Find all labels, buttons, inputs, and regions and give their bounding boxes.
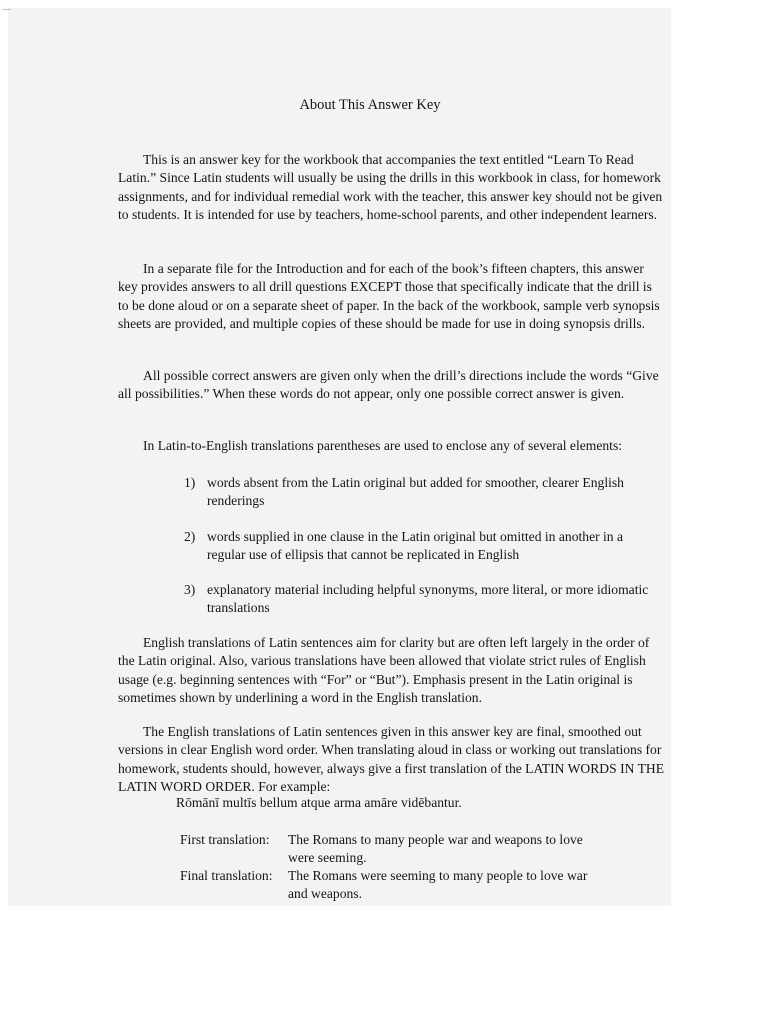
paragraph-text: English translations of Latin sentences aim for clarity but are often left largely in the order of the Latin original. Also, various translations have been allowed that violate strict rules of English usage (e.g. beginning sentences with “For” or “But”). Emphasis present in the Latin original is sometimes shown by underlining a word in the English translation. [118,635,650,705]
paragraph-text: All possible correct answers are given only when the drill’s directions include the words “Give all possibilities.” When these words do not appear, only one possible correct answer is given. [118,368,659,402]
paragraph-clarity [118,634,668,707]
paragraph-word-order [118,723,668,796]
paragraph-intro [118,151,663,224]
list-item [184,528,659,565]
page-title: About This Answer Key [299,97,441,113]
list-text: explanatory material including helpful synonyms, more literal, or more idiomatic translations [207,582,649,616]
corner-mark: — [2,4,11,14]
paragraph-text: In Latin-to-English translations parentheses are used to enclose any of several elements: [143,438,623,453]
latin-example: Rōmānī multīs bellum atque arma amāre vidēbantur. [176,795,462,810]
first-translation [180,831,660,868]
list-number: 1) [184,475,196,490]
paragraph-text: This is an answer key for the workbook that accompanies the text entitled “Learn To Read Latin.” Since Latin students will usually be using the drills in this workbook in class, for homework assignments, and for individual remedial work with the teacher, this answer key should not be given to students. It is intended for use by teachers, home-school parents, and other independent learners. [118,152,663,222]
final-translation [180,867,660,904]
paragraph-separate-file [118,260,663,333]
list-number: 3) [184,582,196,597]
final-translation-label: Final translation: [180,868,273,883]
paragraph-text: In a separate file for the Introduction and for each of the book’s fifteen chapters, this answer key provides answers to all drill questions EXCEPT those that specifically indicate that the drill is to be done aloud or on a separate sheet of paper. In the back of the workbook, sample verb synopsis sheets are provided, and multiple copies of these should be made for use in doing synopsis drills. [118,261,660,331]
list-item [184,474,659,511]
final-translation-line2: and weapons. [288,886,362,902]
paragraph-parentheses [118,437,663,455]
first-translation-line1: The Romans to many people war and weapons to love [288,832,583,847]
paragraph-text: The English translations of Latin sentences given in this answer key are final, smoothed out versions in clear English word order. When translating aloud in class or working out translations for homework, students should, however, always give a first translation of the LATIN WORDS IN THE LATIN WORD ORDER. For example: [118,724,665,794]
final-translation-line1: The Romans were seeming to many people to love war [288,868,588,883]
list-text: words supplied in one clause in the Latin original but omitted in another in a regular use of ellipsis that cannot be replicated in English [207,529,624,563]
list-number: 2) [184,529,196,544]
first-translation-line2: were seeming. [288,850,367,866]
list-item [184,581,659,618]
first-translation-label: First translation: [180,832,270,847]
paragraph-possible-answers [118,367,663,404]
list-text: words absent from the Latin original but added for smoother, clearer English renderings [207,475,624,509]
